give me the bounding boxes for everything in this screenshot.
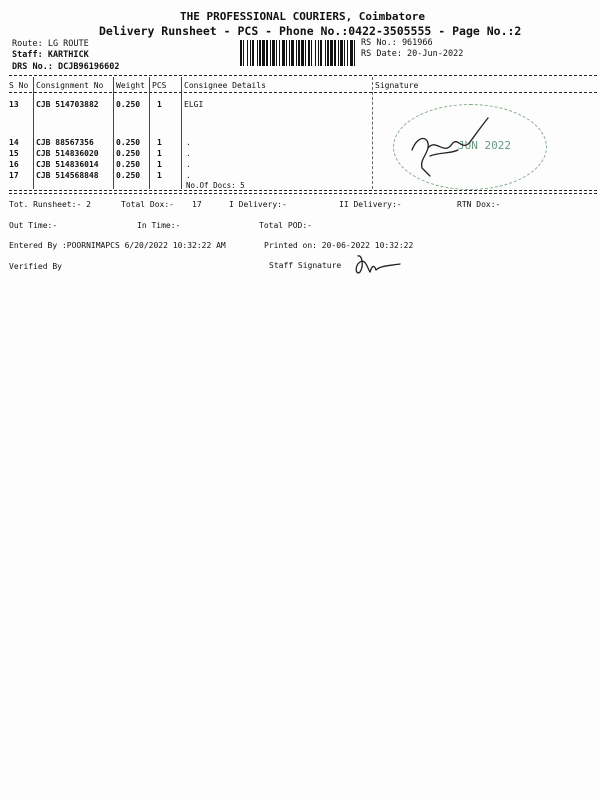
consignee-signature — [400, 112, 510, 182]
no-of-docs: No.Of Docs: 5 — [186, 181, 245, 190]
barcode-bar — [240, 40, 242, 66]
barcode-bar — [344, 40, 345, 66]
route-label: Route: LG ROUTE — [12, 39, 89, 49]
col-pcs-header: PCS — [152, 81, 167, 90]
total-dox-value: 17 — [192, 200, 202, 209]
company-name: THE PROFESSIONAL COURIERS, Coimbatore — [180, 10, 426, 23]
row-pcs: 1 — [157, 160, 162, 169]
row-consignment-no: CJB 514568848 — [36, 171, 99, 180]
row-consignee: . — [186, 160, 191, 169]
barcode-bar — [279, 40, 280, 66]
row-consignment-no: CJB 514703882 — [36, 100, 99, 109]
row-consignee: ELGI — [184, 100, 204, 109]
barcode-bar — [301, 40, 304, 66]
barcode-bar — [291, 40, 294, 66]
row-weight: 0.250 — [116, 100, 141, 109]
barcode-bar — [354, 40, 355, 66]
rs-number: RS No.: 961966 — [361, 38, 433, 48]
barcode-bar — [252, 40, 254, 66]
row-consignee: . — [186, 171, 191, 180]
row-pcs: 1 — [157, 149, 162, 158]
staff-signature-label: Staff Signature — [269, 261, 342, 270]
col-signature-header: Signature — [375, 81, 419, 90]
barcode-bar — [338, 40, 339, 66]
row-consignment-no: CJB 514836020 — [36, 149, 99, 158]
table-header-rule — [9, 92, 597, 93]
row-weight: 0.250 — [116, 149, 141, 158]
barcode-bar — [347, 40, 348, 66]
row-pcs: 1 — [157, 100, 162, 109]
col-consignee-header: Consignee Details — [184, 81, 266, 90]
barcode-bar — [289, 40, 290, 66]
barcode-bar — [259, 40, 261, 66]
runsheet-title: Delivery Runsheet - PCS - Phone No.:0422-3505555 - Page No.:2 — [99, 24, 522, 38]
barcode-bar — [330, 40, 333, 66]
table-bottom-rule — [9, 190, 597, 191]
barcode-bar — [286, 40, 287, 66]
barcode-bar — [282, 40, 285, 66]
row-sno: 16 — [9, 160, 19, 169]
row-weight: 0.250 — [116, 138, 141, 147]
col-sno-header: S No — [9, 81, 29, 90]
col-weight-header: Weight — [116, 81, 145, 90]
drs-number: DRS No.: DCJB96196602 — [12, 62, 120, 72]
row-sno: 13 — [9, 100, 19, 109]
i-delivery: I Delivery:- — [229, 200, 287, 209]
ii-delivery: II Delivery:- — [339, 200, 402, 209]
rs-date: RS Date: 20-Jun-2022 — [361, 49, 464, 59]
col-divider — [181, 77, 182, 189]
barcode-bar — [250, 40, 251, 66]
row-consignment-no: CJB 514836014 — [36, 160, 99, 169]
row-consignment-no: CJB 88567356 — [36, 138, 94, 147]
col-divider — [33, 77, 34, 189]
col-divider — [113, 77, 114, 189]
table-bottom-rule — [9, 193, 597, 194]
row-weight: 0.250 — [116, 160, 141, 169]
barcode-bar — [318, 40, 319, 66]
in-time: In Time:- — [137, 221, 181, 230]
barcode-bar — [276, 40, 277, 66]
col-divider — [149, 77, 150, 189]
barcode-bar — [266, 40, 268, 66]
barcode-bar — [311, 40, 312, 66]
table-top-rule — [9, 75, 597, 76]
row-sno: 17 — [9, 171, 19, 180]
barcode-bar — [296, 40, 297, 66]
barcode-bar — [262, 40, 265, 66]
barcode-bar — [247, 40, 248, 66]
barcode-bar — [327, 40, 329, 66]
total-dox-label: Total Dox:- — [121, 200, 174, 209]
row-sno: 15 — [9, 149, 19, 158]
printed-on: Printed on: 20-06-2022 10:32:22 — [264, 241, 414, 250]
col-consignment-header: Consignment No — [36, 81, 104, 90]
row-consignee: . — [186, 138, 191, 147]
entered-by: Entered By :POORNIMAPCS 6/20/2022 10:32:22 AM — [9, 241, 226, 250]
barcode-bar — [315, 40, 316, 66]
row-pcs: 1 — [157, 171, 162, 180]
barcode-bar — [325, 40, 326, 66]
barcode-bar — [243, 40, 244, 66]
barcode-bar — [334, 40, 336, 66]
barcode-bar — [298, 40, 300, 66]
row-pcs: 1 — [157, 138, 162, 147]
col-divider — [372, 77, 373, 189]
total-runsheet: Tot. Runsheet:- 2 — [9, 200, 91, 209]
total-pod: Total POD:- — [259, 221, 312, 230]
barcode-bar — [272, 40, 275, 66]
barcode-bar — [350, 40, 353, 66]
verified-by: Verified By — [9, 262, 62, 271]
barcode-bar — [270, 40, 271, 66]
barcode-bar — [308, 40, 310, 66]
barcode — [240, 40, 356, 66]
rtn-dox: RTN Dox:- — [457, 200, 501, 209]
row-consignee: . — [186, 149, 191, 158]
row-weight: 0.250 — [116, 171, 141, 180]
barcode-bar — [320, 40, 322, 66]
barcode-bar — [305, 40, 306, 66]
staff-label: Staff: KARTHICK — [12, 50, 89, 60]
barcode-bar — [257, 40, 258, 66]
staff-signature — [352, 252, 412, 278]
stamp-date: JUN 2022 — [458, 139, 511, 152]
out-time: Out Time:- — [9, 221, 58, 230]
row-sno: 14 — [9, 138, 19, 147]
barcode-bar — [340, 40, 343, 66]
